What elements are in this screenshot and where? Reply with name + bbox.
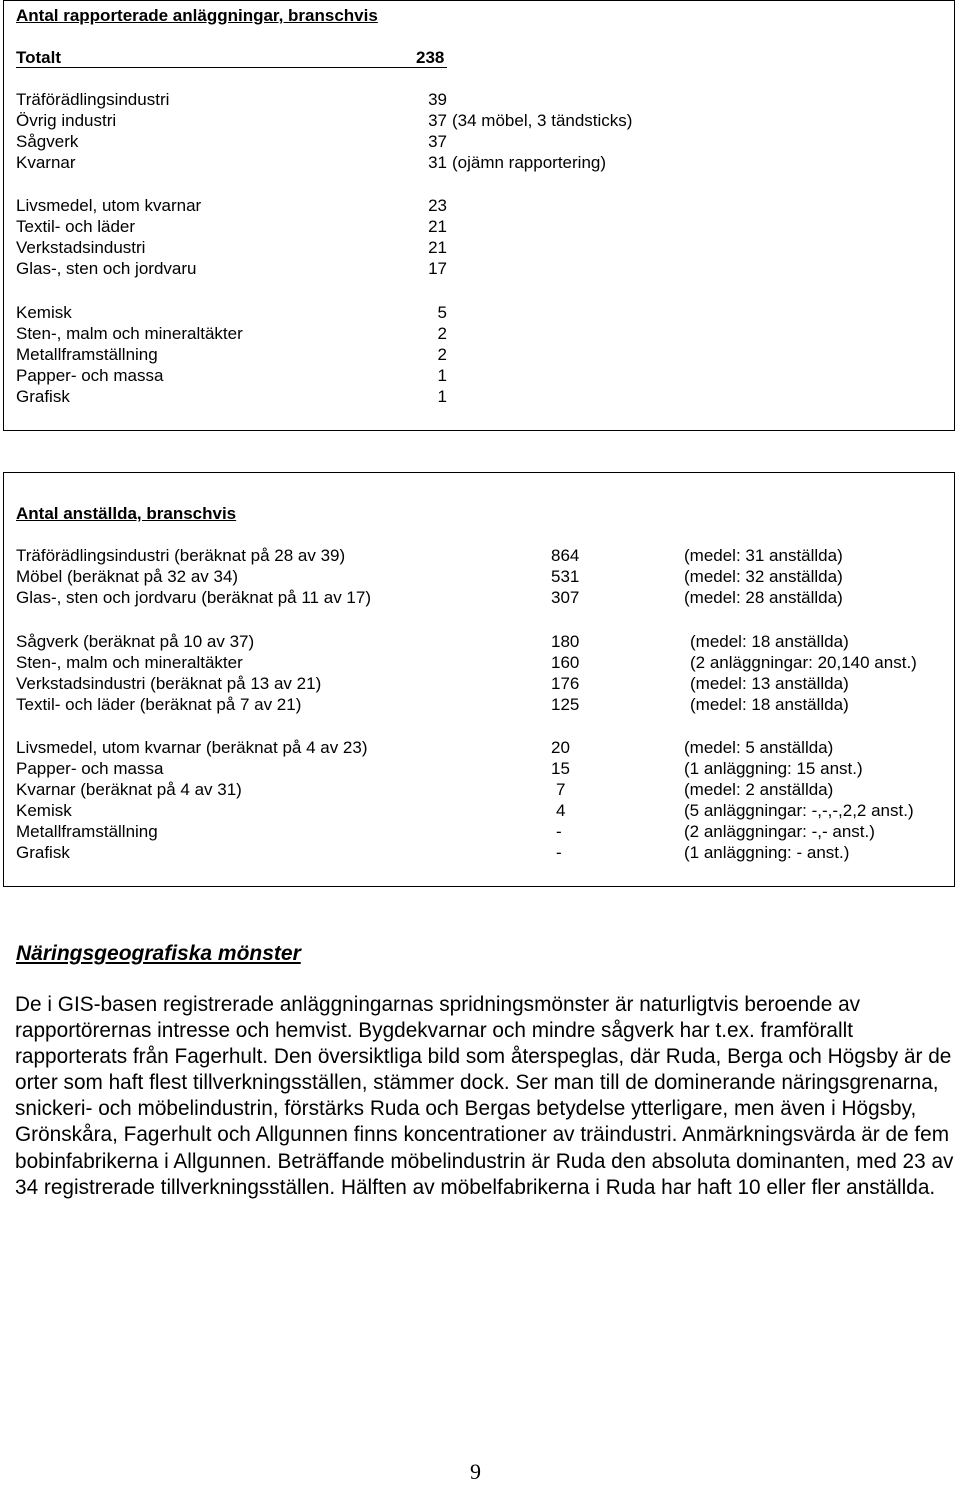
box2-row-note: (2 anläggningar: -,- anst.) (684, 822, 875, 841)
box2-row-label: Sågverk (beräknat på 10 av 37) (16, 632, 255, 651)
box1-row-label: Textil- och läder (16, 217, 136, 236)
box1-row-label: Träförädlingsindustri (16, 90, 170, 109)
box2-row-note: (medel: 2 anställda) (684, 780, 834, 799)
box1-row-value: 5 (437, 303, 447, 322)
box1-row-value: 21 (428, 217, 447, 236)
box1-row-label: Sten-, malm och mineraltäkter (16, 324, 243, 343)
box1-row-value: 1 (437, 387, 447, 406)
box2-row-label: Metallframställning (16, 822, 158, 841)
box1-row-value: 2 (437, 345, 447, 364)
box2-row-label: Textil- och läder (beräknat på 7 av 21) (16, 695, 302, 714)
box2-row-value: 125 (551, 695, 580, 714)
total-label: Totalt (16, 48, 62, 67)
box2-row-note: (1 anläggning: - anst.) (684, 843, 850, 862)
box1-row-note: (ojämn rapportering) (452, 153, 607, 172)
box2-row-value: - (556, 822, 562, 841)
box2-row-label: Livsmedel, utom kvarnar (beräknat på 4 av 23) (16, 738, 368, 757)
box2-row-note: (2 anläggningar: 20,140 anst.) (690, 653, 917, 672)
box2-row-note: (medel: 31 anställda) (684, 546, 843, 565)
box1-row-label: Papper- och massa (16, 366, 164, 385)
box1-row-label: Grafisk (16, 387, 70, 406)
box1-row-value: 31 (428, 153, 447, 172)
box1-row-label: Verkstadsindustri (16, 238, 146, 257)
box1-row-label: Glas-, sten och jordvaru (16, 259, 197, 278)
box2-row-value: 160 (551, 653, 580, 672)
box2-title: Antal anställda, branschvis (16, 504, 237, 523)
box2-row-label: Verkstadsindustri (beräknat på 13 av 21) (16, 674, 322, 693)
box1-row-value: 37 (428, 132, 447, 151)
box2-row-value: - (556, 843, 562, 862)
page-number: 9 (470, 1459, 481, 1484)
box2-row-value: 20 (551, 738, 570, 757)
box2-row-value: 307 (551, 588, 580, 607)
box2-row-label: Sten-, malm och mineraltäkter (16, 653, 243, 672)
box2-row-value: 176 (551, 674, 580, 693)
box1-row-label: Sågverk (16, 132, 79, 151)
box2-row-note: (medel: 28 anställda) (684, 588, 843, 607)
box2-row-value: 531 (551, 567, 580, 586)
box2-row-label: Kvarnar (beräknat på 4 av 31) (16, 780, 242, 799)
box2-row-value: 15 (551, 759, 570, 778)
box1-row-label: Metallframställning (16, 345, 158, 364)
box1-title: Antal rapporterade anläggningar, branschvis (16, 6, 378, 25)
box2-row-note: (medel: 13 anställda) (690, 674, 849, 693)
box2-row-label: Kemisk (16, 801, 72, 820)
box2-row-label: Glas-, sten och jordvaru (beräknat på 11 av 17) (16, 588, 371, 607)
box1-row-value: 39 (428, 90, 447, 109)
box1-row-value: 2 (437, 324, 447, 343)
box1-row-value: 21 (428, 238, 447, 257)
box2-row-value: 864 (551, 546, 580, 565)
box2-row-label: Träförädlingsindustri (beräknat på 28 av 39) (16, 546, 346, 565)
box1-row-note: (34 möbel, 3 tändsticks) (452, 111, 633, 130)
box1-row-label: Livsmedel, utom kvarnar (16, 196, 202, 215)
box1-row-label: Övrig industri (16, 111, 117, 130)
box1-row-label: Kemisk (16, 303, 72, 322)
box2-row-value: 4 (556, 801, 566, 820)
section-heading: Näringsgeografiska mönster (16, 942, 301, 965)
total-value: 238 (416, 48, 445, 67)
box2-row-label: Papper- och massa (16, 759, 164, 778)
box2-row-value: 7 (556, 780, 566, 799)
total-row-underline (16, 47, 447, 68)
box2-row-note: (medel: 5 anställda) (684, 738, 834, 757)
box2-row-note: (medel: 18 anställda) (690, 695, 849, 714)
box1-row-value: 1 (437, 366, 447, 385)
box2-row-note: (medel: 18 anställda) (690, 632, 849, 651)
box2-row-value: 180 (551, 632, 580, 651)
box2-row-note: (5 anläggningar: -,-,-,2,2 anst.) (684, 801, 914, 820)
box2-row-note: (1 anläggning: 15 anst.) (684, 759, 863, 778)
box1-row-label: Kvarnar (16, 153, 76, 172)
box2-row-label: Grafisk (16, 843, 70, 862)
box1-row-value: 17 (428, 259, 447, 278)
box1-row-value: 37 (428, 111, 447, 130)
box2-row-label: Möbel (beräknat på 32 av 34) (16, 567, 239, 586)
box1-row-value: 23 (428, 196, 447, 215)
section-paragraph: De i GIS-basen registrerade anläggningarnas spridningsmönster är naturligtvis beroende av rapportörernas intresse och hemvist. Bygdekvarnar och mindre sågverk har t.ex. framförallt rapporterats från Fagerhult. Den översiktliga bild som återspeglas, där Ruda, Berga och Högsby är de orter som haft flest tillverkningsställen, stämmer dock. Ser man till de dominerande näringsgrenarna, snickeri- och möbelindustrin, förstärks Ruda och Bergas betydelse ytterligare, men även i Högsby, Grönskåra, Fagerhult och Allgunnen finns koncentrationer av träindustri. Anmärkningsvärda är de fem bobinfabrikerna i Allgunnen. Beträffande möbelindustrin är Ruda den absoluta dominanten, med 23 av 34 registrerade tillverkningsställen. Hälften av möbelfabrikerna i Ruda har haft 10 eller fler anställda. (15, 993, 954, 1199)
box2-row-note: (medel: 32 anställda) (684, 567, 843, 586)
